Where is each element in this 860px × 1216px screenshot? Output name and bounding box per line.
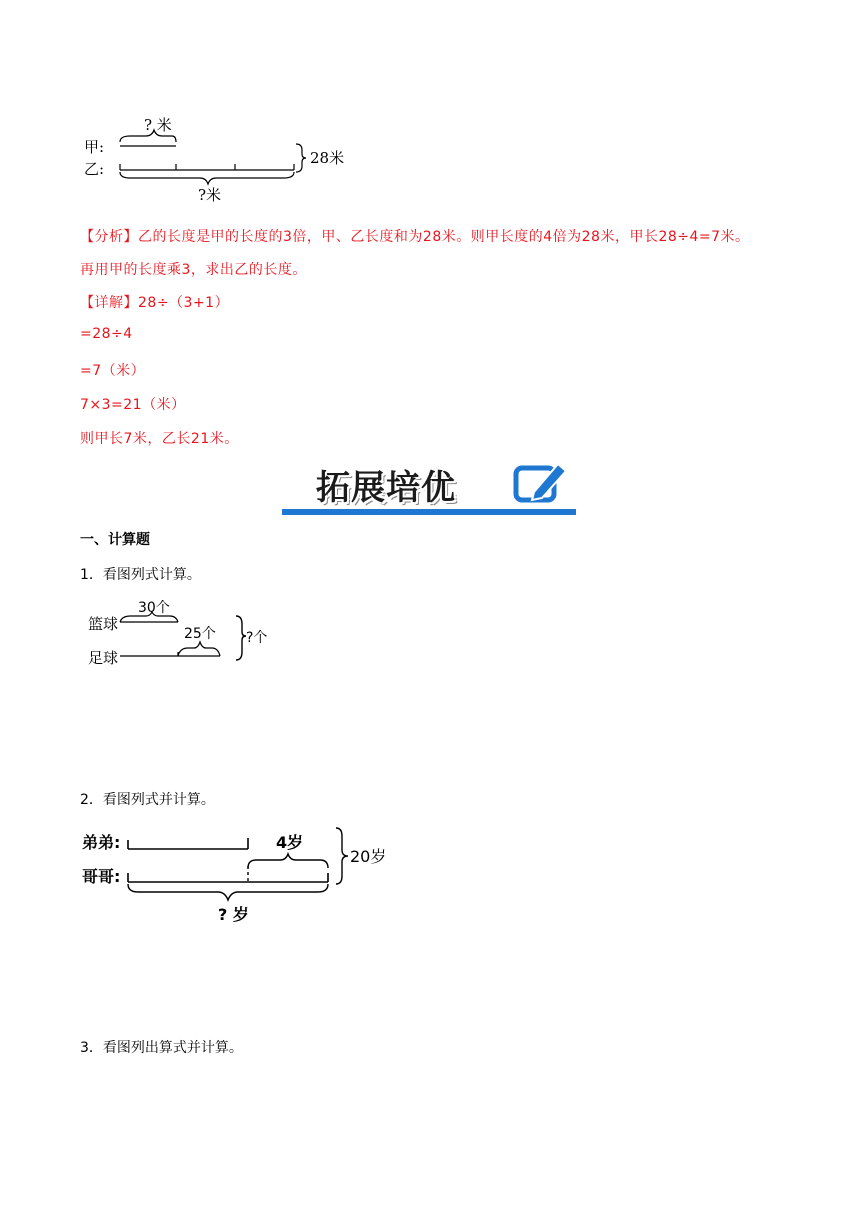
q2-label-younger: 弟弟: (82, 833, 121, 852)
diagram1-right-brace (296, 144, 306, 172)
q2-bottom-brace (128, 884, 328, 900)
detail-line-2: =28÷4 (80, 326, 133, 342)
diagram1-bottom-brace (120, 172, 294, 184)
q1-diff-brace (178, 642, 220, 656)
diagram1-bottom-question: ?米 (198, 186, 222, 204)
detail-line-3: =7（米） (80, 363, 146, 379)
diagram1-label-jia: 甲: (84, 138, 105, 156)
q2-diff-value: 4岁 (276, 833, 304, 852)
q1-total: ?个 (246, 630, 268, 646)
line-diagram-brothers (80, 822, 400, 926)
q2-total: 20岁 (350, 847, 387, 866)
diagram1-label-yi: 乙: (84, 160, 105, 178)
section-banner (282, 456, 576, 520)
section-heading: 一、计算题 (80, 532, 150, 548)
q2-bottom-question: ? 岁 (218, 905, 249, 924)
q1-top-value: 30个 (138, 600, 170, 616)
line-diagram-basketball-football (84, 596, 284, 676)
detail-line-1: 【详解】28÷（3+1） (80, 295, 230, 311)
q1-label-football: 足球 (88, 649, 119, 667)
question-3-text: 3．看图列出算式并计算。 (80, 1040, 243, 1056)
diagram1-total: 28米 (310, 149, 345, 167)
q1-right-brace (236, 616, 246, 660)
q2-right-brace (336, 828, 348, 884)
detail-line-5: 则甲长7米，乙长21米。 (80, 431, 239, 447)
question-2-text: 2．看图列式并计算。 (80, 792, 215, 808)
diagram1-top-question: ? 米 (144, 116, 172, 134)
edit-icon (512, 458, 568, 506)
banner-title: 拓展培优 (316, 468, 456, 508)
line-diagram-jia-yi (80, 108, 360, 208)
q2-label-older: 哥哥: (82, 867, 121, 886)
question-1-text: 1．看图列式计算。 (80, 567, 201, 583)
q1-diff-value: 25个 (184, 626, 216, 642)
analysis-line-2: 再用甲的长度乘3，求出乙的长度。 (80, 262, 307, 278)
analysis-line-1: 【分析】乙的长度是甲的长度的3倍，甲、乙长度和为28米。则甲长度的4倍为28米，甲长28÷4=7米。 (80, 229, 750, 245)
detail-line-4: 7×3=21（米） (80, 397, 186, 413)
q1-label-basketball: 篮球 (88, 615, 119, 633)
banner-underline (282, 509, 576, 515)
q2-diff-brace (248, 854, 328, 868)
